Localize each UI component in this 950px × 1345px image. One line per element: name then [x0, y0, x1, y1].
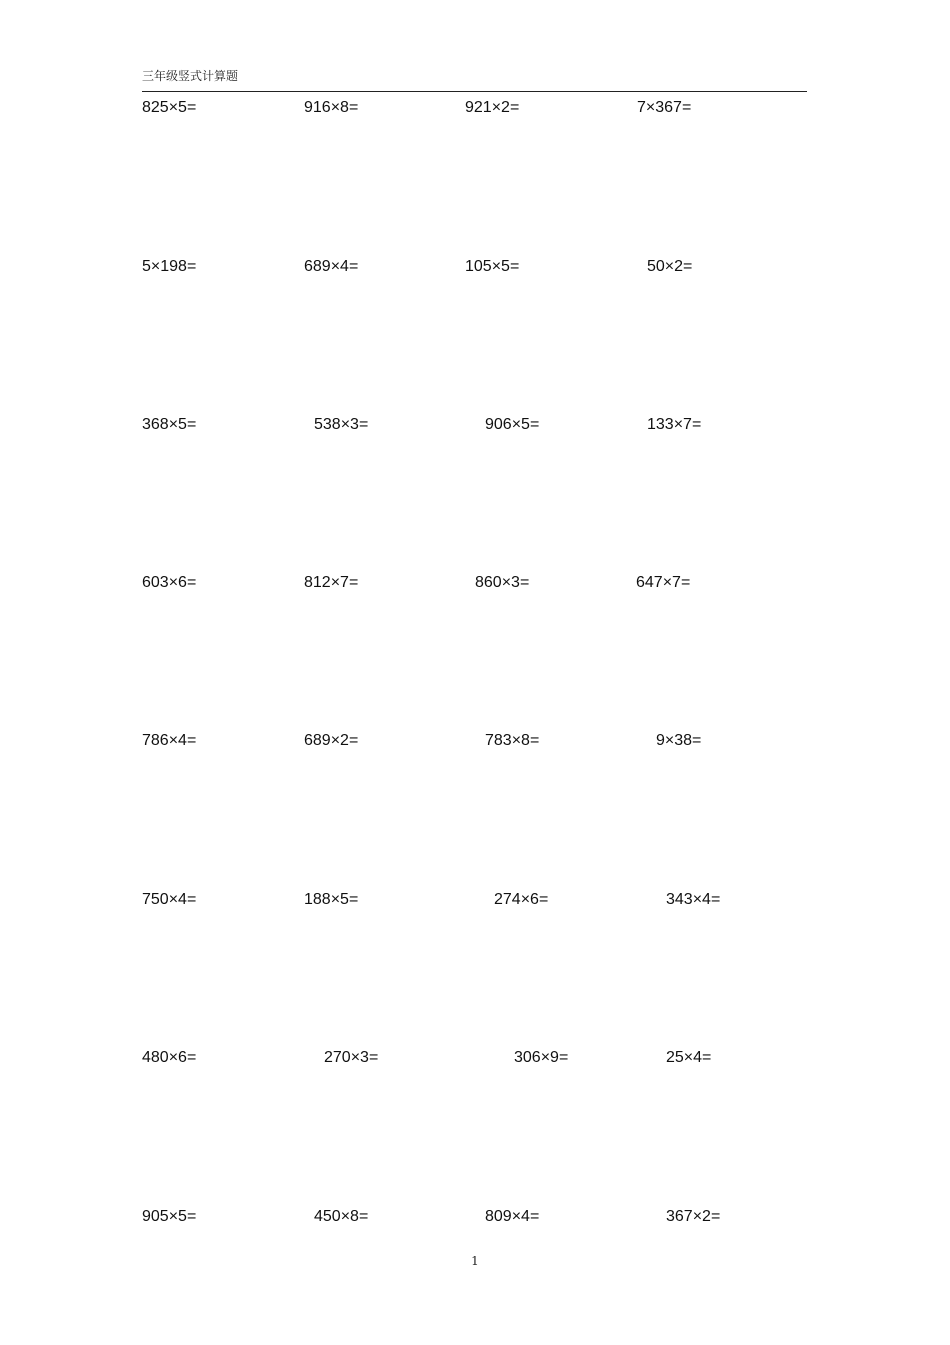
- page-number: 1: [471, 1254, 479, 1268]
- problem-r5-c4: 9×38=: [656, 732, 702, 749]
- problem-r1-c1: 825×5=: [142, 99, 197, 116]
- problem-r5-c2: 689×2=: [304, 732, 359, 749]
- problem-r7-c3: 306×9=: [514, 1049, 569, 1066]
- problem-r6-c1: 750×4=: [142, 891, 197, 908]
- problem-r3-c1: 368×5=: [142, 416, 197, 433]
- header-divider: [142, 91, 807, 92]
- problem-r7-c2: 270×3=: [324, 1049, 379, 1066]
- problem-r1-c3: 921×2=: [465, 99, 520, 116]
- problem-r3-c2: 538×3=: [314, 416, 369, 433]
- problem-r1-c2: 916×8=: [304, 99, 359, 116]
- problem-r6-c3: 274×6=: [494, 891, 549, 908]
- problem-r4-c4: 647×7=: [636, 574, 691, 591]
- problem-r8-c2: 450×8=: [314, 1208, 369, 1225]
- problem-r6-c4: 343×4=: [666, 891, 721, 908]
- problem-r8-c4: 367×2=: [666, 1208, 721, 1225]
- problem-r2-c2: 689×4=: [304, 258, 359, 275]
- problem-r6-c2: 188×5=: [304, 891, 359, 908]
- problem-r7-c4: 25×4=: [666, 1049, 712, 1066]
- problem-r3-c3: 906×5=: [485, 416, 540, 433]
- problem-r1-c4: 7×367=: [637, 99, 692, 116]
- problem-r4-c3: 860×3=: [475, 574, 530, 591]
- problem-r8-c1: 905×5=: [142, 1208, 197, 1225]
- problem-r2-c1: 5×198=: [142, 258, 197, 275]
- problem-r8-c3: 809×4=: [485, 1208, 540, 1225]
- problem-r2-c4: 50×2=: [647, 258, 693, 275]
- problem-r4-c1: 603×6=: [142, 574, 197, 591]
- problem-r4-c2: 812×7=: [304, 574, 359, 591]
- worksheet-title: 三年级竖式计算题: [142, 69, 239, 83]
- problem-r7-c1: 480×6=: [142, 1049, 197, 1066]
- problem-r3-c4: 133×7=: [647, 416, 702, 433]
- problem-r5-c3: 783×8=: [485, 732, 540, 749]
- problem-r5-c1: 786×4=: [142, 732, 197, 749]
- problem-r2-c3: 105×5=: [465, 258, 520, 275]
